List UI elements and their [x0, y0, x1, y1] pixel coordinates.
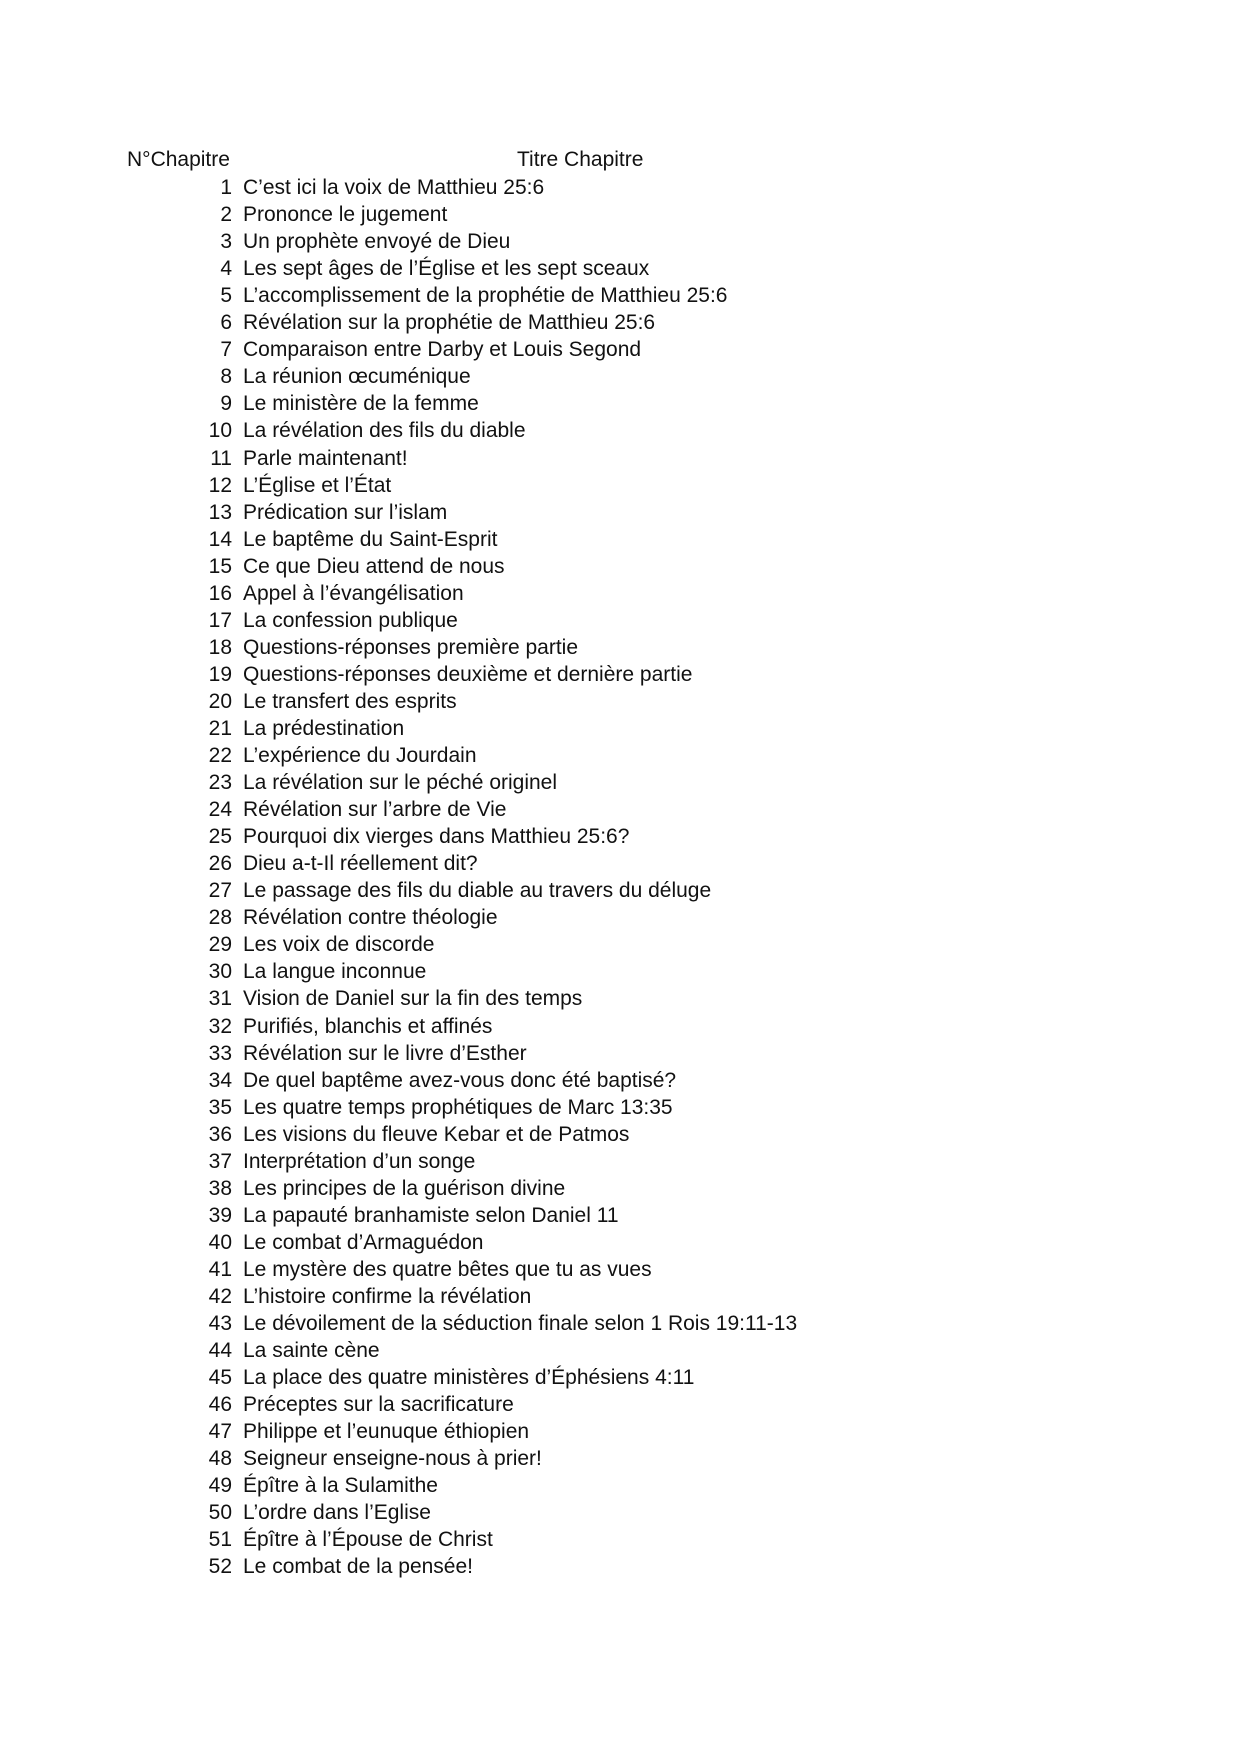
chapter-title: Comparaison entre Darby et Louis Segond	[243, 338, 642, 362]
chapter-number: 20	[208, 689, 232, 713]
chapter-row	[0, 823, 1241, 850]
chapter-title: L’ordre dans l’Eglise	[243, 1501, 431, 1525]
chapter-title: Les sept âges de l’Église et les sept sceaux	[243, 257, 650, 281]
chapter-number: 51	[208, 1528, 232, 1552]
chapter-number: 3	[220, 230, 232, 254]
chapter-row	[0, 1256, 1241, 1283]
chapter-title: Interprétation d’un songe	[243, 1149, 476, 1173]
chapter-number: 38	[208, 1176, 232, 1200]
chapter-title: Les visions du fleuve Kebar et de Patmos	[243, 1122, 630, 1146]
chapter-number: 2	[220, 203, 232, 227]
chapter-row	[0, 499, 1241, 526]
chapter-number: 30	[208, 960, 232, 984]
chapter-row	[0, 472, 1241, 499]
chapter-number: 17	[208, 608, 232, 632]
chapter-number: 14	[208, 527, 232, 551]
chapter-title: L’expérience du Jourdain	[243, 744, 477, 768]
chapter-title: Dieu a-t-Il réellement dit?	[243, 852, 478, 876]
chapter-number: 31	[208, 987, 232, 1011]
chapter-row	[0, 336, 1241, 363]
chapter-row	[0, 796, 1241, 823]
chapter-row	[0, 309, 1241, 336]
chapter-row	[0, 634, 1241, 661]
chapter-title: Ce que Dieu attend de nous	[243, 554, 505, 578]
chapter-title: Le combat d’Armaguédon	[243, 1230, 484, 1254]
chapter-row	[0, 1040, 1241, 1067]
chapter-row	[0, 661, 1241, 688]
chapter-title: Les voix de discorde	[243, 933, 435, 957]
chapter-number: 10	[208, 419, 232, 443]
chapter-row	[0, 1526, 1241, 1553]
chapter-number: 12	[208, 473, 232, 497]
chapter-number: 40	[208, 1230, 232, 1254]
chapter-row	[0, 1175, 1241, 1202]
chapter-row	[0, 1202, 1241, 1229]
chapter-row	[0, 1310, 1241, 1337]
chapter-title: La prédestination	[243, 716, 405, 740]
chapter-number: 8	[220, 365, 232, 389]
chapter-row	[0, 553, 1241, 580]
chapter-title: Purifiés, blanchis et affinés	[243, 1014, 493, 1038]
chapter-number: 4	[220, 257, 232, 281]
chapter-title: Le ministère de la femme	[243, 392, 479, 416]
chapter-row	[0, 201, 1241, 228]
chapter-title: La confession publique	[243, 608, 458, 632]
chapter-title: Le mystère des quatre bêtes que tu as vues	[243, 1257, 652, 1281]
chapter-title: Le passage des fils du diable au travers du déluge	[243, 879, 712, 903]
chapter-number: 43	[208, 1312, 232, 1336]
chapter-number: 29	[208, 933, 232, 957]
chapter-number: 18	[208, 635, 232, 659]
chapter-number: 49	[208, 1474, 232, 1498]
chapter-number: 48	[208, 1447, 232, 1471]
chapter-row	[0, 1364, 1241, 1391]
chapter-title: La révélation des fils du diable	[243, 419, 526, 443]
chapter-number: 36	[208, 1122, 232, 1146]
chapter-title: De quel baptême avez-vous donc été baptisé?	[243, 1068, 677, 1092]
chapter-title: La sainte cène	[243, 1339, 380, 1363]
chapter-row	[0, 607, 1241, 634]
chapter-number: 33	[208, 1041, 232, 1065]
chapter-title: Épître à l’Épouse de Christ	[243, 1528, 493, 1552]
chapter-number: 6	[220, 311, 232, 335]
chapter-number: 19	[208, 662, 232, 686]
chapter-number: 46	[208, 1393, 232, 1417]
chapter-title: L’histoire confirme la révélation	[243, 1284, 532, 1308]
chapter-title: Questions-réponses première partie	[243, 635, 578, 659]
chapter-row	[0, 769, 1241, 796]
chapter-number: 21	[208, 716, 232, 740]
chapter-row	[0, 255, 1241, 282]
chapter-number: 47	[208, 1420, 232, 1444]
chapter-number: 35	[208, 1095, 232, 1119]
chapter-row	[0, 958, 1241, 985]
chapter-row	[0, 904, 1241, 931]
chapter-number: 7	[220, 338, 232, 362]
chapter-row	[0, 526, 1241, 553]
chapter-row	[0, 877, 1241, 904]
chapter-row	[0, 174, 1241, 201]
chapter-number: 50	[208, 1501, 232, 1525]
chapter-row	[0, 417, 1241, 444]
chapter-title: Vision de Daniel sur la fin des temps	[243, 987, 583, 1011]
chapter-title: C’est ici la voix de Matthieu 25:6	[243, 176, 545, 200]
chapter-number: 34	[208, 1068, 232, 1092]
chapter-row	[0, 1148, 1241, 1175]
chapter-title: Seigneur enseigne-nous à prier!	[243, 1447, 542, 1471]
chapter-row	[0, 228, 1241, 255]
chapter-number: 1	[220, 176, 232, 200]
chapter-title: L’accomplissement de la prophétie de Matthieu 25:6	[243, 284, 728, 308]
chapter-row	[0, 850, 1241, 877]
chapter-title: Révélation sur la prophétie de Matthieu 25:6	[243, 311, 656, 335]
chapter-title: Le baptême du Saint-Esprit	[243, 527, 498, 551]
chapter-row	[0, 363, 1241, 390]
chapter-title: Prédication sur l’islam	[243, 500, 448, 524]
chapter-title: Prononce le jugement	[243, 203, 448, 227]
chapter-row	[0, 1499, 1241, 1526]
chapter-title: Questions-réponses deuxième et dernière partie	[243, 662, 693, 686]
chapter-title: La place des quatre ministères d’Éphésiens 4:11	[243, 1366, 695, 1390]
chapter-number: 15	[208, 554, 232, 578]
chapter-title: La papauté branhamiste selon Daniel 11	[243, 1203, 619, 1227]
chapter-row	[0, 390, 1241, 417]
chapter-title: Pourquoi dix vierges dans Matthieu 25:6?	[243, 825, 630, 849]
chapter-row	[0, 1391, 1241, 1418]
chapter-row	[0, 580, 1241, 607]
chapter-title: Philippe et l’eunuque éthiopien	[243, 1420, 530, 1444]
chapter-row	[0, 688, 1241, 715]
chapter-row	[0, 445, 1241, 472]
chapter-title: Appel à l’évangélisation	[243, 581, 464, 605]
chapter-title: Un prophète envoyé de Dieu	[243, 230, 511, 254]
chapter-title: La révélation sur le péché originel	[243, 771, 558, 795]
chapter-row	[0, 985, 1241, 1012]
chapter-row	[0, 1229, 1241, 1256]
chapter-title: Révélation sur le livre d’Esther	[243, 1041, 527, 1065]
chapter-row	[0, 1283, 1241, 1310]
chapter-number: 13	[208, 500, 232, 524]
chapter-title: La réunion œcuménique	[243, 365, 471, 389]
chapter-number: 11	[210, 446, 232, 470]
chapter-row	[0, 1553, 1241, 1580]
chapter-number: 27	[208, 879, 232, 903]
chapter-number: 41	[208, 1257, 232, 1281]
chapter-number: 39	[208, 1203, 232, 1227]
chapter-title: La langue inconnue	[243, 960, 427, 984]
chapter-title: Les quatre temps prophétiques de Marc 13:35	[243, 1095, 673, 1119]
chapter-row	[0, 1067, 1241, 1094]
chapter-number: 22	[208, 744, 232, 768]
chapter-number: 23	[208, 771, 232, 795]
chapter-title: Le dévoilement de la séduction finale selon 1 Rois 19:11-13	[243, 1312, 798, 1336]
chapter-number: 28	[208, 906, 232, 930]
chapter-title: Le combat de la pensée!	[243, 1555, 473, 1579]
chapter-row	[0, 282, 1241, 309]
chapter-row	[0, 1337, 1241, 1364]
chapter-title: Épître à la Sulamithe	[243, 1474, 438, 1498]
chapter-number: 32	[208, 1014, 232, 1038]
chapter-number: 42	[208, 1284, 232, 1308]
chapter-number: 24	[208, 798, 232, 822]
chapter-row	[0, 1472, 1241, 1499]
chapter-number: 5	[220, 284, 232, 308]
chapter-title: Préceptes sur la sacrificature	[243, 1393, 514, 1417]
toc-header-row	[0, 146, 1241, 173]
chapter-number: 9	[220, 392, 232, 416]
chapter-row	[0, 1094, 1241, 1121]
chapter-row	[0, 1418, 1241, 1445]
chapter-title-column-header: Titre Chapitre	[517, 148, 644, 171]
chapter-row	[0, 1445, 1241, 1472]
chapter-title: L’Église et l’État	[243, 473, 392, 497]
chapter-row	[0, 1013, 1241, 1040]
chapter-number: 45	[208, 1366, 232, 1390]
chapter-row	[0, 1121, 1241, 1148]
chapter-row	[0, 715, 1241, 742]
chapter-number-column-header: N°Chapitre	[127, 148, 230, 171]
chapter-list	[0, 174, 1241, 1580]
chapter-row	[0, 742, 1241, 769]
chapter-number: 52	[208, 1555, 232, 1579]
chapter-number: 25	[208, 825, 232, 849]
chapter-title: Révélation sur l’arbre de Vie	[243, 798, 507, 822]
chapter-number: 26	[208, 852, 232, 876]
chapter-row	[0, 931, 1241, 958]
chapter-title: Les principes de la guérison divine	[243, 1176, 566, 1200]
chapter-number: 37	[208, 1149, 232, 1173]
chapter-title: Parle maintenant!	[243, 446, 408, 470]
chapter-number: 16	[208, 581, 232, 605]
chapter-title: Le transfert des esprits	[243, 689, 457, 713]
chapter-title: Révélation contre théologie	[243, 906, 498, 930]
chapter-number: 44	[208, 1339, 232, 1363]
